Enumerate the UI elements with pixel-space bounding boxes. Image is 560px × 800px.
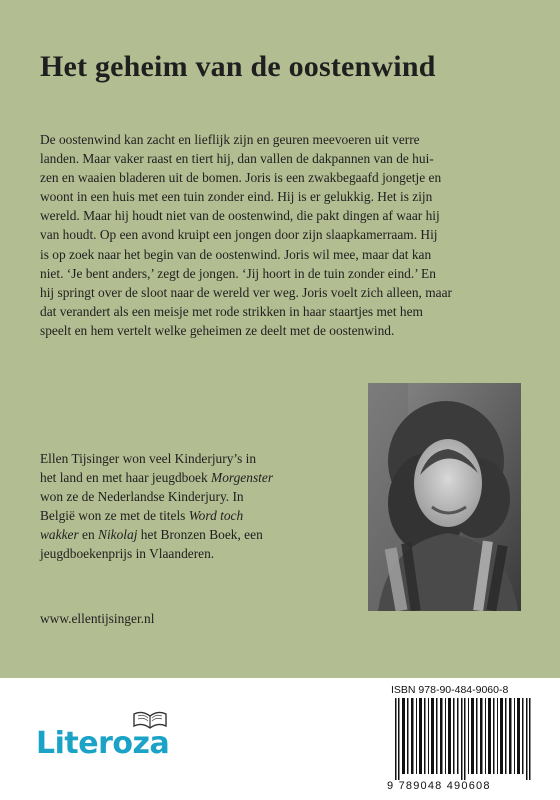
website-link[interactable]: www.ellentijsinger.nl	[40, 611, 155, 626]
blurb-line: van houdt. Op een avond kruipt een jongen door zijn slaapkamerraam. Hij	[40, 227, 438, 243]
bio-line: Ellen Tijsinger won veel Kinderjury’s in	[40, 451, 257, 466]
author-bio	[40, 449, 340, 564]
bio-text: en	[78, 527, 99, 543]
book-title-word-toch: Word toch	[188, 508, 244, 524]
blurb-line: De oostenwind kan zacht en lieflijk zijn en geuren meevoeren uit verre	[40, 132, 420, 147]
blurb	[40, 130, 526, 340]
blurb-line: wereld. Maar hij houdt niet van de oostenwind, die pakt dingen af waar hij	[40, 208, 440, 224]
book-title-morgenster: Morgenster	[211, 470, 274, 486]
bio-line	[40, 468, 340, 487]
blurb-line: dat verandert als een meisje met rode strikken in haar staartjes met hem	[40, 303, 423, 319]
isbn-label: ISBN 978-90-484-9060-8	[391, 684, 509, 696]
blurb-line: niet. ‘Je bent anders,’ zegt de jongen. ‘Jij hoort in de tuin zonder eind.’ En	[40, 265, 436, 281]
author-photo	[368, 383, 521, 611]
bio-text: het Bronzen Boek, een	[137, 527, 263, 543]
bio-line	[40, 506, 340, 525]
book-title-nikolaj: Nikolaj	[98, 527, 138, 543]
blurb-line: landen. Maar vaker raast en tiert hij, dan vallen de dakpannen van de hui-	[40, 151, 434, 167]
bio-line: won ze de Nederlandse Kinderjury. In	[40, 489, 244, 505]
bio-line	[40, 525, 340, 544]
book-title: Het geheim van de oostenwind	[40, 50, 436, 83]
blurb-line: hij springt over de sloot naar de wereld ver weg. Joris voelt zich alleen, maar	[40, 284, 452, 300]
blurb-line: is op zoek naar het begin van de oostenwind. Joris wil mee, maar dat kan	[40, 246, 432, 262]
blurb-line: zen en waaien bladeren uit de bomen. Joris is een zwakbegaafd jongetje en	[40, 170, 442, 186]
barcode-digits: 9 789048 490608	[387, 780, 491, 792]
publisher-logo	[36, 708, 196, 768]
barcode-icon	[393, 698, 533, 780]
blurb-line: speelt en hem vertelt welke geheimen ze deelt met de oostenwind.	[40, 322, 395, 338]
book-title-wakker: wakker	[40, 527, 79, 543]
bio-text: het land en met haar jeugdboek	[40, 470, 212, 486]
author-portrait-icon	[368, 383, 521, 611]
publisher-name: Literoza	[36, 726, 170, 761]
blurb-line: woont in een huis met een tuin zonder eind. Hij is er gelukkig. Het is zijn	[40, 189, 433, 205]
bio-line: jeugdboekenprijs in Vlaanderen.	[40, 546, 215, 562]
bio-text: België won ze met de titels	[40, 508, 189, 524]
barcode	[387, 684, 539, 794]
